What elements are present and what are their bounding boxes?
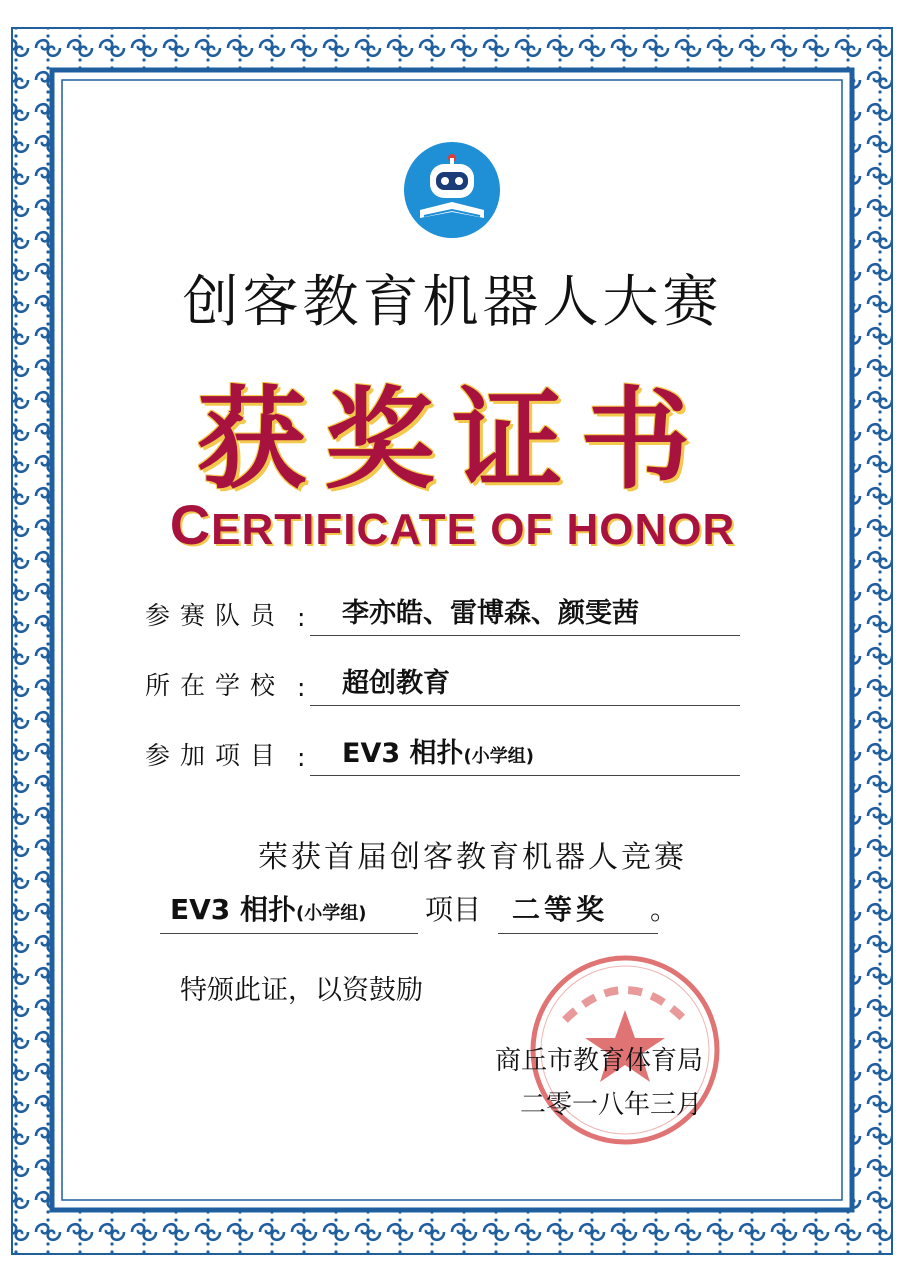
award-prize: 二等奖 (512, 893, 609, 926)
award-statement: 荣获首届创客教育机器人竞赛 (258, 840, 687, 875)
field-underline (310, 705, 740, 706)
award-project (170, 888, 366, 928)
field-underline (310, 775, 740, 776)
field-value: 李亦皓、雷博森、颜雯茜 (342, 598, 639, 629)
certificate-subheading (0, 492, 905, 557)
field-value-main: EV3 相扑 (342, 738, 464, 769)
field-colon: : (297, 673, 306, 702)
award-project-small: (小学组) (296, 903, 367, 924)
robot-book-logo-icon (402, 140, 502, 240)
field-value (342, 731, 534, 770)
field-label: 所在学校 (145, 671, 286, 700)
field-value: 超创教育 (342, 668, 450, 699)
field-colon: : (297, 603, 306, 632)
field-label: 参加项目 (145, 741, 286, 770)
award-project-main: EV3 相扑 (170, 893, 297, 926)
subheading-rest: ERTIFICATE OF HONOR (211, 505, 736, 554)
award-project-word: 项目 (425, 893, 482, 926)
subheading-initial: C (169, 493, 212, 556)
field-colon: : (297, 743, 306, 772)
issuer-name: 商丘市教育体育局 (495, 1046, 704, 1076)
issue-date: 二零一八年三月 (520, 1090, 703, 1120)
certificate-heading: 获奖证书 (196, 376, 709, 504)
competition-title: 创客教育机器人大赛 (182, 270, 723, 335)
field-underline (310, 635, 740, 636)
field-label: 参赛队员 (145, 601, 286, 630)
award-detail (160, 888, 680, 928)
award-project-underline (160, 933, 418, 934)
closing-text: 特颁此证，以资鼓励 (180, 975, 423, 1006)
award-prize-underline (498, 933, 658, 934)
field-value-small: (小学组) (463, 746, 534, 767)
award-end-mark: 。 (650, 893, 679, 926)
